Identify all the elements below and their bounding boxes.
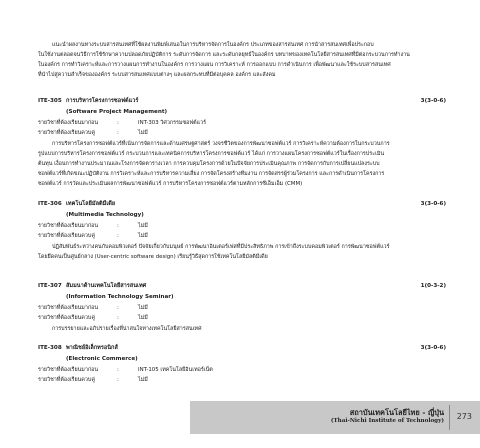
colon: :	[117, 120, 119, 126]
colon: :	[117, 305, 119, 311]
prerequisite-value: INT-303 วิศวกรรมซอฟต์แวร์	[138, 120, 207, 126]
corequisite-row	[38, 313, 450, 323]
prerequisite-value: INT-105 เทคโนโลยีอินเทอร์เน็ต	[138, 367, 213, 373]
description-line: ต้นทุน เงื่อนการทำงานประมาณและโรงการจัดตารางเวลา การควบคุมโครงการด้วยในปัจจัยการประเมินคุณภาพ การจัดการกับการเปลี่ยนแปลงระบบ	[38, 161, 380, 167]
course-header	[38, 199, 450, 210]
intro-line: ที่นำไปสู่ความสำเร็จขององค์กร ระบบสารสนเทศแบบต่างๆ และผลกระทบที่มีต่อบุคคล องค์กร และสังคม	[38, 72, 276, 78]
intro-line: ในองค์กร การทำวิเคราะห์และการวางแผนการทำงานในองค์กร การวางแผน การวิเคราะห์ การออกแบบ การดำเนินการ เพื่อพัฒนาและใช้ระบบสารสนเทศ	[38, 62, 391, 68]
corequisite-label: รายวิชาที่ต้องเรียนควบคู่	[38, 315, 95, 321]
colon: :	[117, 377, 119, 383]
corequisite-row	[38, 231, 450, 241]
description-line: การบริหารโครงการซอฟต์แวร์ที่เน้นการจัดการและด้านเศรษฐศาสตร์ วงจรชีวิตของการพัฒนาซอฟต์แวร์ การวิเคราะห์ความต้องการในกระบวนการ	[52, 141, 390, 147]
course-credits: 3(3-0-6)	[420, 345, 446, 351]
course-name-en: (Software Project Management)	[66, 109, 168, 115]
colon: :	[117, 233, 119, 239]
institute-name-en: (Thai-Nichi Institute of Technology)	[330, 418, 444, 424]
course-credits: 3(3-0-6)	[420, 201, 446, 207]
course-name-th: สัมมนาด้านเทคโนโลยีสารสนเทศ	[66, 283, 147, 289]
corequisite-value: ไม่มี	[138, 233, 148, 239]
prerequisite-label: รายวิชาที่ต้องเรียนมาก่อน	[38, 223, 99, 229]
document-page	[38, 0, 450, 448]
colon: :	[117, 315, 119, 321]
colon: :	[117, 223, 119, 229]
corequisite-label: รายวิชาที่ต้องเรียนควบคู่	[38, 130, 95, 136]
description-line: โดยยึดคนเป็นศูนย์กลาง (User-centric software design) เรียนรู้วิธีสุดการใช้เทคโนโลยีมัลติมีเดีย	[38, 254, 268, 260]
corequisite-row	[38, 128, 450, 138]
course-name-th: พาณิชย์อิเล็กทรอนิกส์	[66, 345, 118, 351]
course-header	[38, 343, 450, 354]
prerequisite-value: ไม่มี	[138, 305, 148, 311]
course-name-th: การบริหารโครงการซอฟต์แวร์	[66, 98, 139, 104]
course-code: ITE-305	[38, 98, 62, 104]
corequisite-label: รายวิชาที่ต้องเรียนควบคู่	[38, 377, 95, 383]
course-name-en: (Information Technology Seminar)	[66, 294, 174, 300]
course-header	[38, 281, 450, 292]
description-line: ปฏิสัมพันธ์ระหว่างคนกับคอมพิวเตอร์ ปัจจัยเกี่ยวกับมนุษย์ การพัฒนาอินเตอร์เฟสที่มีประสิทธิภาพ การเข้าถึงระบบคอมพิวเตอร์ การพัฒนาซอฟต์แวร์	[52, 244, 390, 250]
course-name-en: (Multimedia Technology)	[66, 212, 144, 218]
course-credits: 3(3-0-6)	[420, 98, 446, 104]
prerequisite-row	[38, 303, 450, 313]
prerequisite-label: รายวิชาที่ต้องเรียนมาก่อน	[38, 305, 99, 311]
intro-line: แนะนำผลงานทางระบบสารสนเทศที่ใช้ผลงานพิมพ์เสนอในการบริหารจัดการในองค์กร ประเภทของสารสนเทศ การนำสารสนเทศเพื่อประกอบ	[52, 42, 374, 48]
prerequisite-row	[38, 118, 450, 128]
course-code: ITE-306	[38, 201, 62, 207]
course-header	[38, 96, 450, 107]
corequisite-label: รายวิชาที่ต้องเรียนควบคู่	[38, 233, 95, 239]
page-footer	[190, 401, 480, 434]
description-line: ซอฟต์แวร์ การวัดและประเมินผลการพัฒนาซอฟต์แวร์ การบริหารโครงการซอฟต์แวร์ตามหลักการซีเอ็มเอ็ม (CMM)	[38, 181, 303, 187]
corequisite-value: ไม่มี	[138, 377, 148, 383]
course-credits: 1(0-3-2)	[420, 283, 446, 289]
colon: :	[117, 367, 119, 373]
intro-line: ในใช้งานตลอดจนวิธีการใช้รักษาความปลอดภัยปฏิบัติการ ระดับการจัดการ และระดับกลยุทธ์ในองค์กร บทบาทของเทคโนโลยีสารสนเทศที่มีต่อกระบวนการทำงาน	[38, 52, 410, 58]
course-code: ITE-308	[38, 345, 62, 351]
course-code: ITE-307	[38, 283, 62, 289]
prerequisite-label: รายวิชาที่ต้องเรียนมาก่อน	[38, 367, 99, 373]
description-line: การบรรยายและอภิปรายเรื่องที่น่าสนใจทางเทคโนโลยีสารสนเทศ	[52, 326, 202, 332]
course-name-en: (Electronic Commerce)	[66, 356, 138, 362]
corequisite-value: ไม่มี	[138, 130, 148, 136]
colon: :	[117, 130, 119, 136]
description-line: ซอฟต์แวร์ที่เกิดขณะปฏิบัติงาน การวิเคราะห์และการบริหารความเสี่ยง การจัดโครงสร้างทีมงาน การจัดสรรผู้ร่วมโครงการ และการดำเนินการโครงการ	[38, 171, 385, 177]
description-line: รูปแบบการบริหารโครงการซอฟต์แวร์ กระบวนการและเทคนิคการบริหารโครงการซอฟต์แวร์ ได้แก่ การวางแผนโครงการซอฟต์แวร์ในเรื่องการประเมิน	[38, 151, 385, 157]
footer-divider	[449, 405, 450, 430]
prerequisite-label: รายวิชาที่ต้องเรียนมาก่อน	[38, 120, 99, 126]
corequisite-value: ไม่มี	[138, 315, 148, 321]
prerequisite-row	[38, 221, 450, 231]
corequisite-row	[38, 375, 450, 385]
course-name-th: เทคโนโลยีมัลติมีเดีย	[66, 201, 116, 207]
institute-name-th: สถาบันเทคโนโลยีไทย - ญี่ปุ่น	[349, 408, 444, 417]
prerequisite-row	[38, 365, 450, 375]
prerequisite-value: ไม่มี	[138, 223, 148, 229]
page-number: 273	[456, 412, 472, 421]
